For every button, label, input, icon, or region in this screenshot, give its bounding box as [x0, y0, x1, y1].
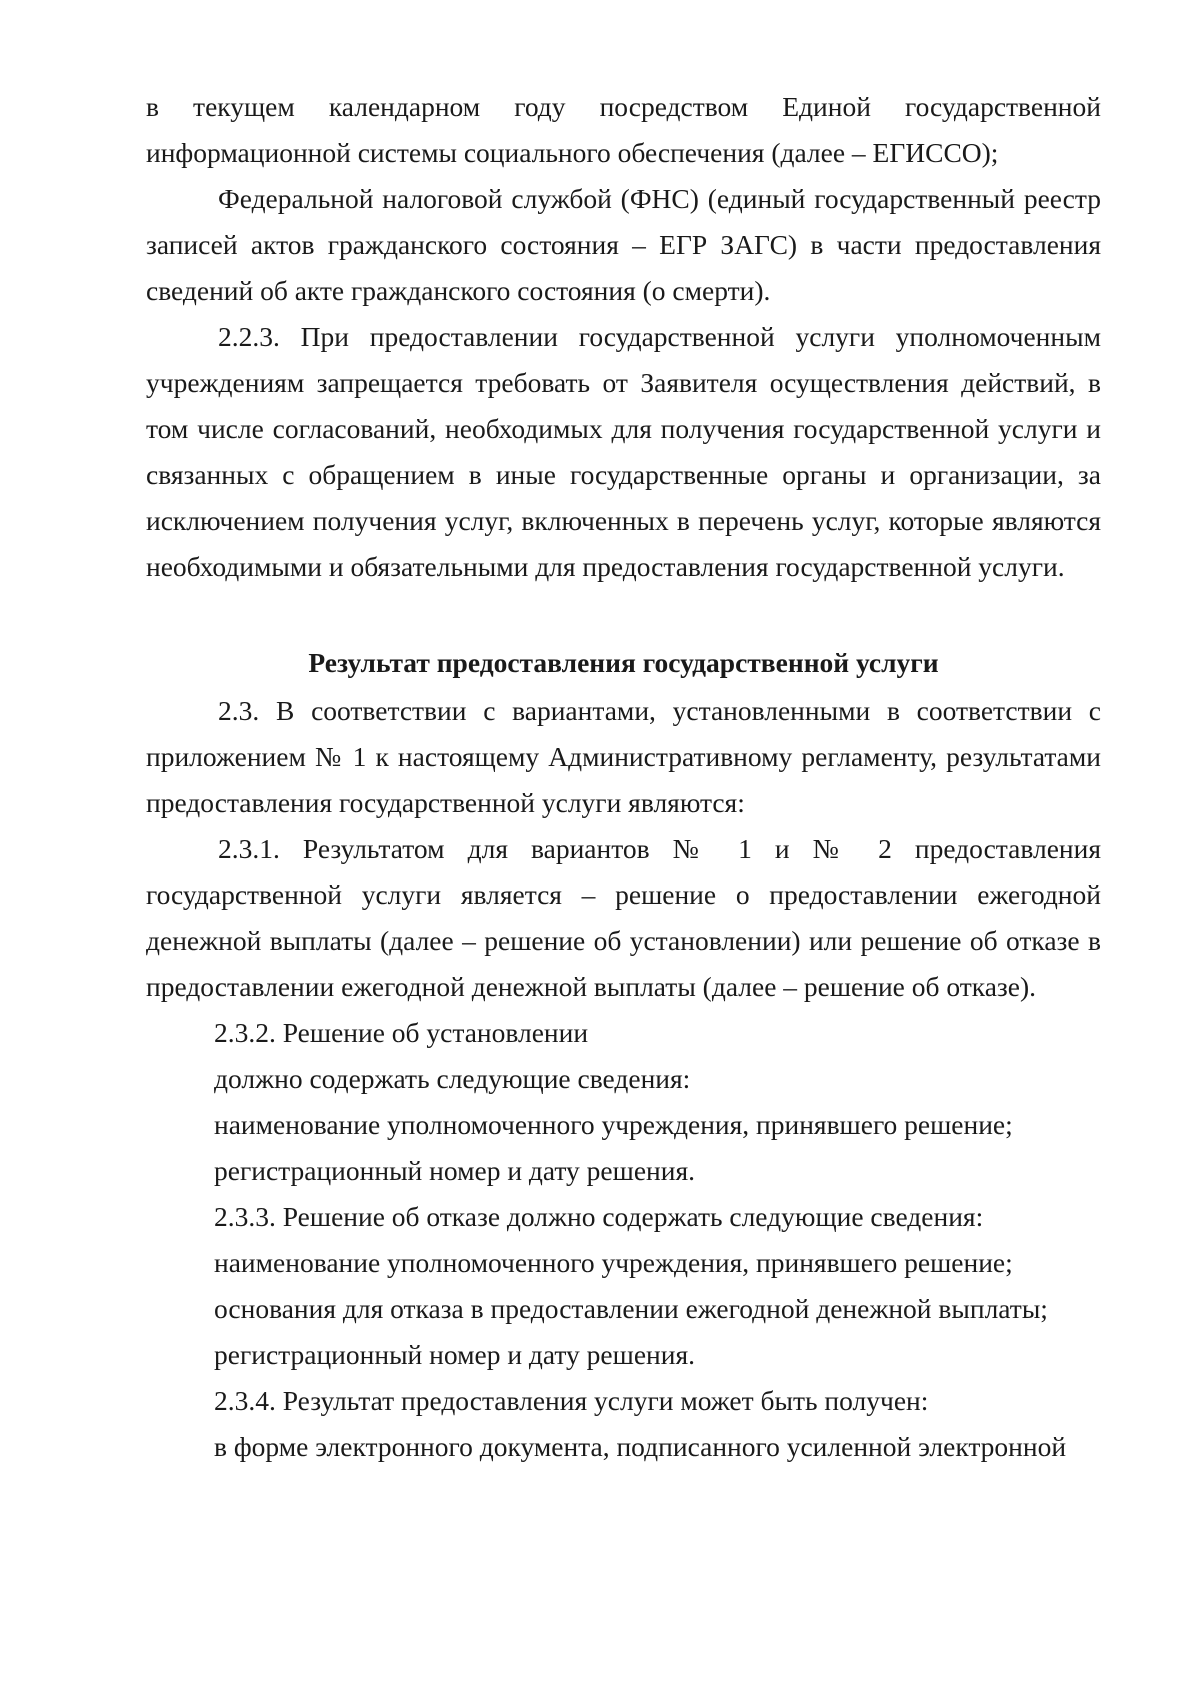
section-heading: Результат предоставления государственной услуги	[308, 647, 939, 678]
line-refusal-grounds: основания для отказа в предоставлении ежегодной денежной выплаты;	[214, 1293, 1048, 1324]
paragraph-egisso: в текущем календарном году посредством Единой государственной информационной системы социального обеспечения (далее – ЕГИССО);	[146, 91, 1101, 168]
line-electronic-doc: в форме электронного документа, подписанного усиленной электронной	[214, 1431, 1067, 1462]
line-institution-name-2: наименование уполномоченного учреждения, принявшего решение;	[214, 1247, 1013, 1278]
line-2-3-3: 2.3.3. Решение об отказе должно содержать следующие сведения:	[214, 1201, 984, 1232]
body-text	[146, 84, 1101, 1470]
line-2-3-4: 2.3.4. Результат предоставления услуги может быть получен:	[214, 1385, 929, 1416]
line-must-contain: должно содержать следующие сведения:	[214, 1063, 691, 1094]
paragraph-fns: Федеральной налоговой службой (ФНС) (единый государственный реестр записей актов гражданского состояния – ЕГР ЗАГС) в части предоставления сведений об акте гражданского состояния (о смерти).	[146, 183, 1101, 306]
paragraph-2-3-1: 2.3.1. Результатом для вариантов № 1 и № 2 предоставления государственной услуги является – решение о предоставлении ежегодной денежной выплаты (далее – решение об установлении) или решение об отказе в предоставлении ежегодной денежной выплаты (далее – решение об отказе).	[146, 833, 1101, 1002]
line-reg-number-2: регистрационный номер и дату решения.	[214, 1339, 695, 1370]
section-spacer	[146, 590, 1101, 640]
line-2-3-2: 2.3.2. Решение об установлении	[214, 1017, 589, 1048]
paragraph-2-2-3: 2.2.3. При предоставлении государственной услуги уполномоченным учреждениям запрещается требовать от Заявителя осуществления действий, в том числе согласований, необходимых для получения государственной услуги и связанных с обращением в иные государственные органы и организации, за исключением получения услуг, включенных в перечень услуг, которые являются необходимыми и обязательными для предоставления государственной услуги.	[146, 321, 1101, 582]
line-reg-number-1: регистрационный номер и дату решения.	[214, 1155, 695, 1186]
paragraph-2-3: 2.3. В соответствии с вариантами, установленными в соответствии с приложением № 1 к настоящему Административному регламенту, результатами предоставления государственной услуги являются:	[146, 695, 1101, 818]
line-institution-name-1: наименование уполномоченного учреждения, принявшего решение;	[214, 1109, 1013, 1140]
